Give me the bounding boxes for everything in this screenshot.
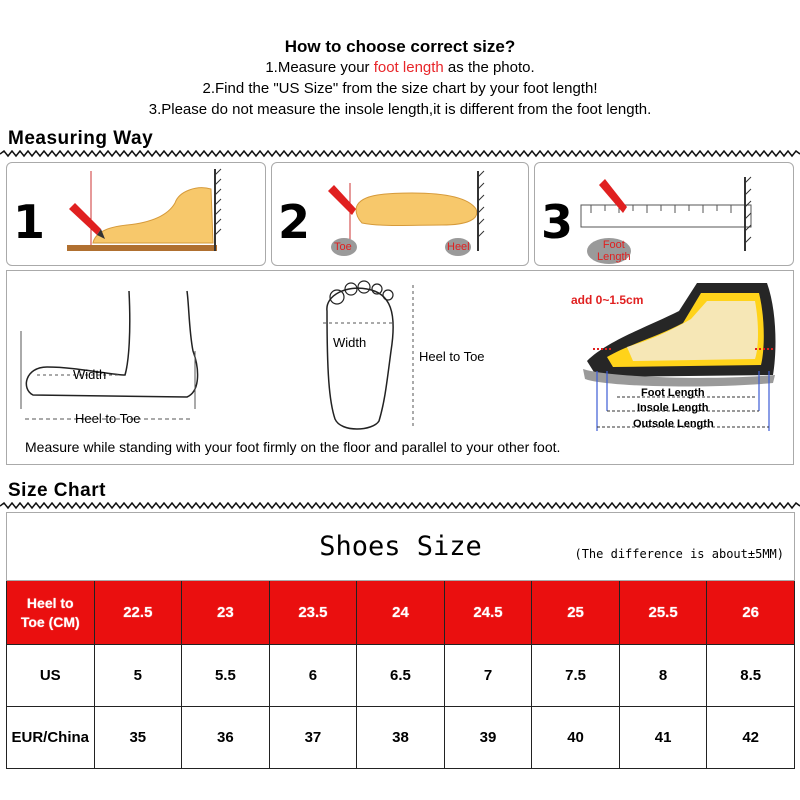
size-chart-title: Size Chart — [8, 480, 106, 501]
eur-cell: 40 — [532, 707, 620, 769]
foot-measurement-diagram — [6, 270, 794, 465]
us-cell: 7.5 — [532, 645, 620, 707]
width-label-side: Width — [73, 367, 107, 382]
add-length-label: add 0~1.5cm — [571, 293, 644, 307]
table-row — [7, 707, 795, 769]
foot-length-label: Foot Length — [641, 387, 705, 399]
instructions-title: How to choose correct size? — [284, 37, 516, 56]
cm-cell: 22.5 — [94, 581, 182, 645]
heel-to-toe-label-side: Heel to Toe — [75, 411, 141, 426]
foot-top-icon — [272, 163, 529, 266]
step-number: 3 — [541, 195, 574, 249]
difference-note: (The difference is about±5MM) — [574, 547, 784, 561]
eur-cell: 38 — [357, 707, 445, 769]
cm-cell: 26 — [707, 581, 795, 645]
size-chart-divider — [0, 502, 800, 510]
step-1-panel — [6, 162, 266, 266]
instruction-line-2: 2.Find the "US Size" from the size chart by your foot length! — [202, 80, 598, 97]
cm-cell: 23.5 — [269, 581, 357, 645]
us-cell: 5.5 — [182, 645, 270, 707]
cm-cell: 25.5 — [619, 581, 707, 645]
foot-length-label: Foot Length — [597, 239, 631, 263]
shoes-size-title: Shoes Size — [319, 531, 482, 562]
eur-cell: 36 — [182, 707, 270, 769]
ruler-icon — [535, 163, 794, 266]
instruction-line-3: 3.Please do not measure the insole length,it is different from the foot length. — [148, 101, 652, 118]
measure-note: Measure while standing with your foot firmly on the floor and parallel to your other foot. — [25, 439, 561, 455]
step-number: 2 — [278, 195, 311, 249]
measuring-way-title: Measuring Way — [8, 128, 154, 149]
table-row — [7, 645, 795, 707]
cm-cell: 25 — [532, 581, 620, 645]
us-cell: 8 — [619, 645, 707, 707]
eur-cell: 35 — [94, 707, 182, 769]
insole-length-label: Insole Length — [637, 402, 709, 414]
eur-cell: 42 — [707, 707, 795, 769]
table-row — [7, 581, 795, 645]
instruction-line-1: 1.Measure your foot length as the photo. — [265, 59, 535, 76]
measuring-divider — [0, 150, 800, 158]
instructions-header — [0, 36, 800, 120]
eur-cell: 39 — [444, 707, 532, 769]
step-2-panel — [271, 162, 529, 266]
us-cell: 8.5 — [707, 645, 795, 707]
us-cell: 6 — [269, 645, 357, 707]
step-3-panel — [534, 162, 794, 266]
heel-label: Heel — [447, 241, 470, 253]
foot-side-icon — [7, 163, 266, 266]
step-number: 1 — [13, 195, 46, 249]
width-label-sole: Width — [333, 335, 367, 350]
eur-cell: 37 — [269, 707, 357, 769]
cm-cell: 23 — [182, 581, 270, 645]
us-cell: 7 — [444, 645, 532, 707]
eur-cell: 41 — [619, 707, 707, 769]
foot-outline-drawings — [7, 271, 795, 466]
chart-title-row — [7, 513, 795, 581]
us-cell: 5 — [94, 645, 182, 707]
heel-to-toe-label-sole: Heel to Toe — [419, 349, 485, 364]
cm-cell: 24 — [357, 581, 445, 645]
size-chart-table — [6, 512, 795, 769]
row-header-eur-china: EUR/China — [7, 707, 95, 769]
cm-cell: 24.5 — [444, 581, 532, 645]
outsole-length-label: Outsole Length — [633, 418, 714, 430]
row-header-heel-to-toe: Heel to Toe (CM) — [7, 581, 95, 645]
us-cell: 6.5 — [357, 645, 445, 707]
row-header-us: US — [7, 645, 95, 707]
foot-length-highlight: foot length — [373, 59, 444, 76]
toe-label: Toe — [334, 241, 352, 253]
